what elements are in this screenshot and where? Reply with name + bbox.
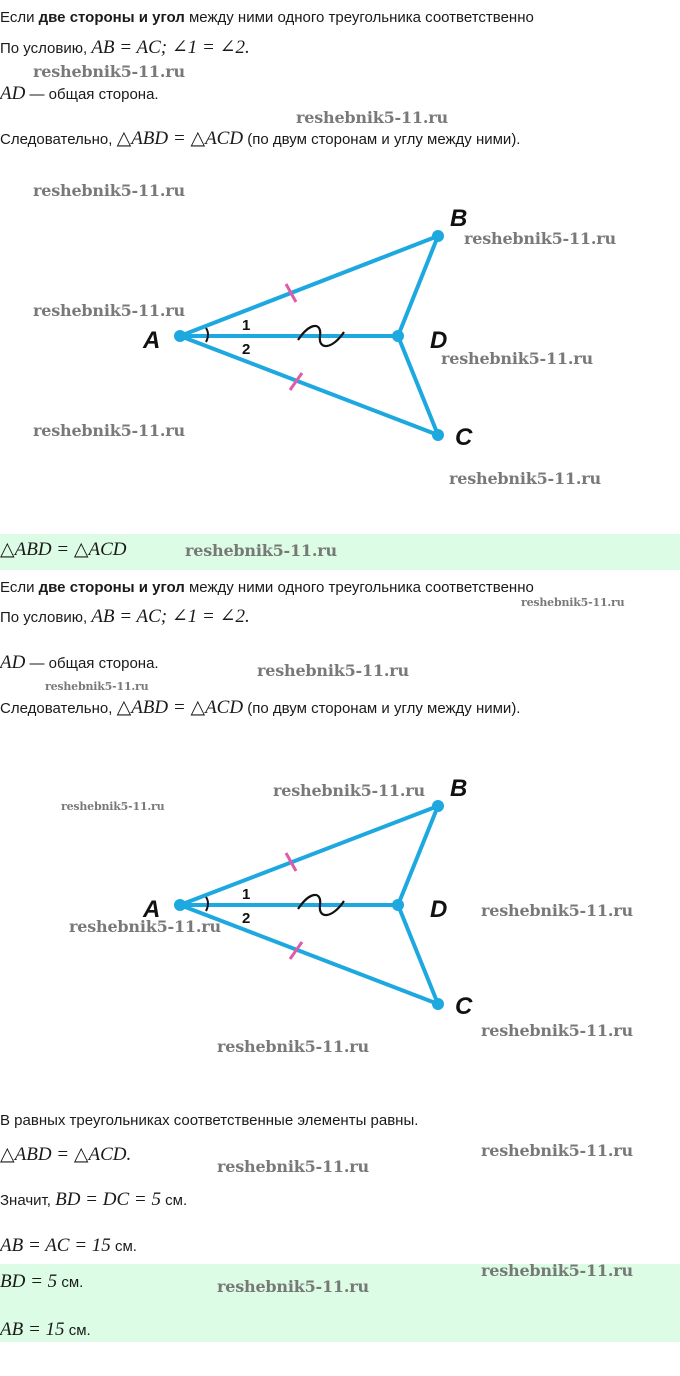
watermark: reshebnik5-11.ru [69,917,221,936]
watermark: reshebnik5-11.ru [273,781,425,800]
common-side-line-2: AD — общая сторона. [0,652,159,673]
conclusion-line-1: Следовательно, △ABD = △ACD (по двум сторонам и углу между ними). [0,128,521,149]
watermark: reshebnik5-11.ru [217,1037,369,1056]
watermark: reshebnik5-11.ru [481,1141,633,1160]
watermark: reshebnik5-11.ru [441,349,593,368]
equal-elements-line: В равных треугольниках соответственные элементы равны. [0,1112,419,1129]
label-b: B [450,205,468,232]
point-b [432,230,444,242]
angle-2-label: 2 [242,341,251,358]
means-line: Значит, BD = DC = 5 см. [0,1189,188,1210]
point-c [432,998,444,1010]
point-a [174,899,186,911]
label-d: D [430,896,448,923]
watermark: reshebnik5-11.ru [217,1157,369,1176]
watermark: reshebnik5-11.ru [521,596,625,609]
label-b: B [450,775,468,802]
conclusion-line-2: Следовательно, △ABD = △ACD (по двум сторонам и углу между ними). [0,697,521,718]
watermark: reshebnik5-11.ru [481,1261,633,1280]
label-a: A [143,327,161,354]
condition-line-2: По условию, AB = AC; ∠1 = ∠2. [0,606,250,627]
common-side-line-1: AD — общая сторона. [0,83,159,104]
label-c: C [455,424,473,451]
point-c [432,429,444,441]
watermark: reshebnik5-11.ru [185,541,337,560]
watermark: reshebnik5-11.ru [33,421,185,440]
watermark: reshebnik5-11.ru [257,661,409,680]
answer-ab-line: AB = 15 см. [0,1319,91,1340]
point-d [392,899,404,911]
angle-2-label: 2 [242,910,251,927]
watermark: reshebnik5-11.ru [61,800,165,813]
intro-line-1: Если две стороны и угол между ними одного треугольника соответственно [0,9,534,26]
watermark: reshebnik5-11.ru [33,181,185,200]
point-a [174,330,186,342]
answer-bd-line: BD = 5 см. [0,1271,84,1292]
triangles-equal-line: △ABD = △ACD. [0,1144,132,1165]
watermark: reshebnik5-11.ru [481,901,633,920]
intro-line-2: Если две стороны и угол между ними одного треугольника соответственно [0,579,534,596]
watermark: reshebnik5-11.ru [464,229,616,248]
angle-1-label: 1 [242,317,251,334]
watermark: reshebnik5-11.ru [33,301,185,320]
result-line-1: △ABD = △ACD [0,539,127,560]
watermark: reshebnik5-11.ru [449,469,601,488]
condition-line-1: По условию, AB = AC; ∠1 = ∠2. [0,37,250,58]
point-d [392,330,404,342]
watermark: reshebnik5-11.ru [45,680,149,693]
label-a: A [143,896,161,923]
watermark: reshebnik5-11.ru [217,1277,369,1296]
label-d: D [430,327,448,354]
watermark: reshebnik5-11.ru [481,1021,633,1040]
point-b [432,800,444,812]
ab-ac-line: AB = AC = 15 см. [0,1235,137,1256]
watermark: reshebnik5-11.ru [296,108,448,127]
angle-1-label: 1 [242,886,251,903]
watermark: reshebnik5-11.ru [33,62,185,81]
label-c: C [455,993,473,1020]
